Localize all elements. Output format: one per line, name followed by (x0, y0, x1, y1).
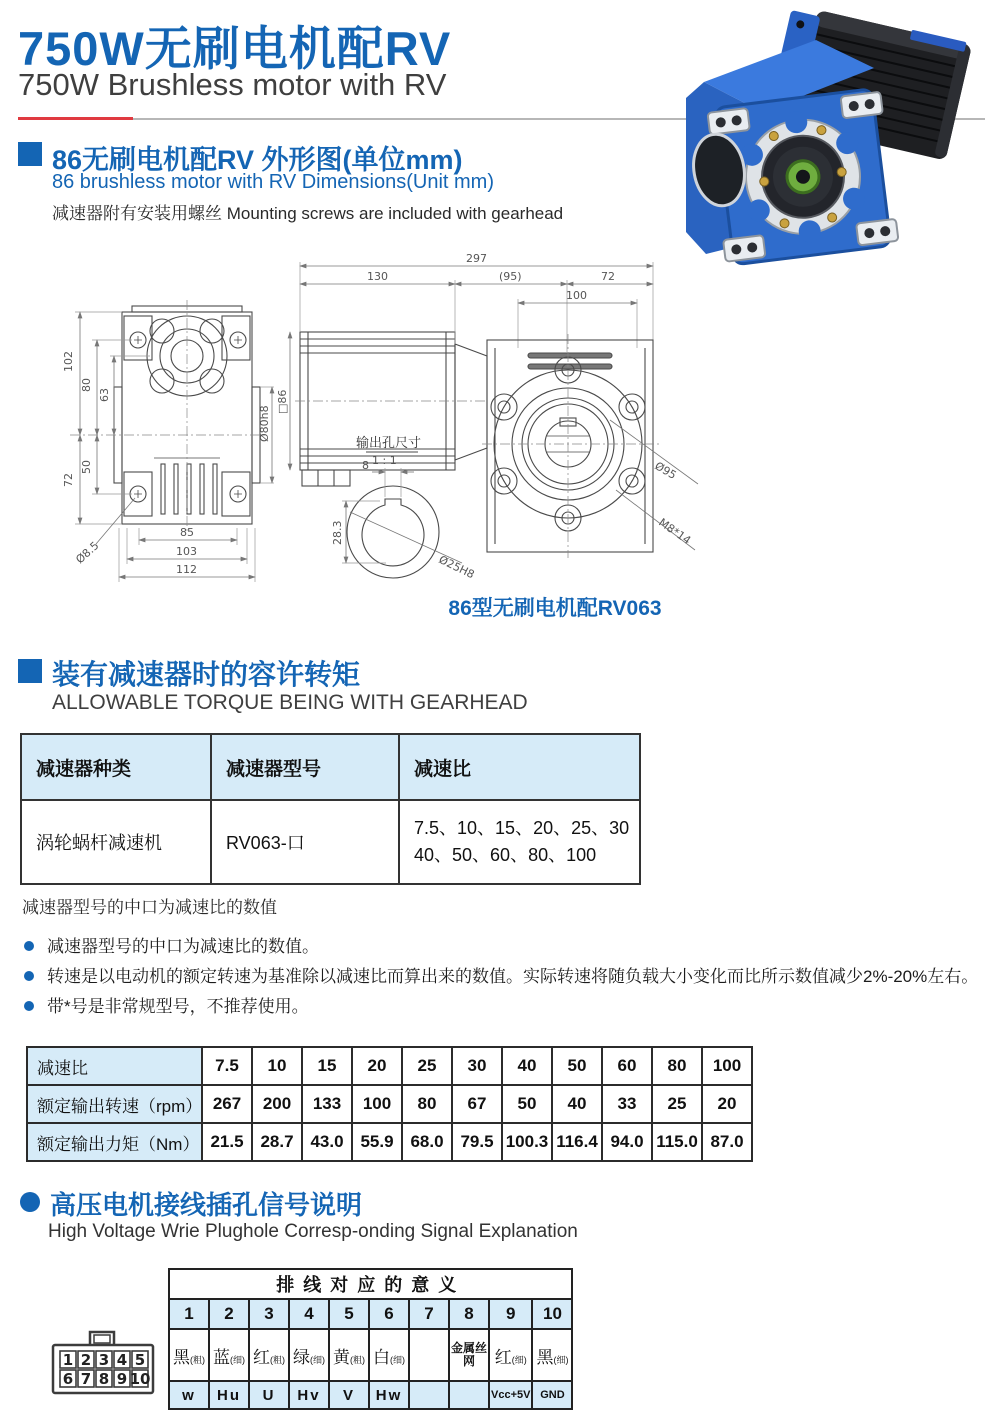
drawing-caption: 86型无刷电机配RV063 (448, 597, 662, 620)
wiring-signal-row: w Hu U Hv V Hw Vcc+5V GND (169, 1381, 572, 1409)
dim-square86: □86 (276, 389, 289, 414)
wiring-table (168, 1268, 573, 1410)
torque-col-ratio: 减速比 (399, 734, 640, 800)
wiring-title-row (169, 1269, 572, 1299)
connector-pin: 2 (80, 1351, 92, 1369)
section-torque-bullet (18, 659, 42, 683)
dim-130: 130 (367, 270, 388, 283)
gear-ratios-cell (399, 800, 640, 884)
note-text: 减速器型号的中口为减速比的数值。 (47, 937, 319, 956)
torque-table-header-row (21, 734, 640, 800)
note-text: 转速是以电动机的额定转速为基准除以减速比而算出来的数值。实际转速将随负载大小变化而比所示数值减少2%-20%左右。 (47, 967, 979, 986)
dim-80: 80 (80, 378, 93, 392)
torque-row-header: 额定输出力矩（Nm） (27, 1123, 202, 1161)
connector-pin: 1 (62, 1351, 74, 1369)
wiring-color-row: 黑(粗) 蓝(细) 红(粗) 绿(细) 黄(粗) 白(细) 金属丝网 红(细) 黑(细) (169, 1329, 572, 1381)
ratio-row-header: 减速比 (27, 1047, 202, 1085)
torque-table (20, 733, 641, 885)
connector-pin: 10 (129, 1370, 151, 1388)
bullet-dot-icon (24, 971, 34, 981)
rpm-row-header: 额定输出转速（rpm） (27, 1085, 202, 1123)
dimension-drawing (50, 252, 790, 592)
dim-95: (95) (499, 270, 522, 283)
section-dimensions-bullet (18, 142, 42, 166)
ratios-line1: 7.5、10、15、20、25、30 (414, 818, 630, 838)
dim-72: 72 (62, 473, 75, 487)
note-text: 带*号是非常规型号，不推荐使用。 (47, 997, 309, 1016)
table-note: 减速器型号的中口为减速比的数值 (22, 898, 277, 917)
header-rule-red (18, 117, 133, 120)
connector-pin: 3 (98, 1351, 110, 1369)
torque-table-row (21, 800, 640, 884)
connector-pin: 6 (62, 1370, 74, 1388)
note-item (22, 996, 982, 1017)
torque-col-type: 减速器种类 (21, 734, 211, 800)
detail-title: 输出孔尺寸 (356, 436, 422, 451)
dim-102: 102 (62, 351, 75, 372)
connector-pin: 4 (116, 1351, 128, 1369)
section-dimensions-subtitle: 86 brushless motor with RV Dimensions(Unit mm) (52, 171, 494, 193)
connector-icon (50, 1330, 156, 1396)
ratios-line2: 40、50、60、80、100 (414, 845, 597, 865)
connector-pin: 7 (80, 1370, 92, 1388)
bullet-dot-icon (24, 1001, 34, 1011)
dim-screw-m8: M8*14 (656, 515, 694, 548)
dim-72-top: 72 (601, 270, 615, 283)
dim-112: 112 (176, 563, 197, 576)
dim-103: 103 (176, 545, 197, 558)
product-photo (666, 2, 990, 272)
notes-list (22, 936, 982, 1026)
ratio-table (26, 1046, 753, 1162)
wiring-table-title: 排线对应的意义 (169, 1269, 572, 1299)
detail-scale: 1 : 1 (372, 454, 397, 467)
page-subtitle: 750W Brushless motor with RV (18, 67, 447, 102)
dim-hole: Ø8.5 (73, 539, 102, 567)
section-torque-subtitle: ALLOWABLE TORQUE BEING WITH GEARHEAD (52, 691, 528, 714)
detail-key-width: 8 (362, 459, 369, 472)
note-item (22, 966, 982, 987)
section-wiring-title: 高压电机接线插孔信号说明 (50, 1190, 363, 1220)
torque-row: 额定输出力矩（Nm） 21.5 28.7 43.0 55.9 68.0 79.5 100.3 116.4 94.0 115.0 87.0 (27, 1123, 752, 1161)
connector-pin: 5 (134, 1351, 146, 1369)
section-dimensions-title: 86无刷电机配RV 外形图(单位mm) (52, 145, 463, 175)
right-view (487, 340, 653, 552)
dim-85: 85 (180, 526, 194, 539)
mounting-screws-note: 减速器附有安装用螺丝 Mounting screws are included with gearhead (52, 204, 564, 223)
ratio-row: 减速比 7.5 10 15 20 25 30 40 50 60 80 100 (27, 1047, 752, 1085)
connector-pin: 8 (98, 1370, 110, 1388)
section-wiring-bullet (20, 1192, 40, 1212)
wiring-pin-row: 1 2 3 4 5 6 7 8 9 10 (169, 1299, 572, 1329)
torque-col-model: 减速器型号 (211, 734, 399, 800)
detail-bore: Ø25H8 (436, 553, 477, 582)
bullet-dot-icon (24, 941, 34, 951)
page-title: 750W无刷电机配RV (18, 22, 452, 75)
dim-bore: Ø80h8 (258, 405, 271, 442)
detail-height: 28.3 (331, 520, 344, 545)
section-torque-title: 装有减速器时的容许转矩 (52, 659, 361, 690)
dim-flange95: Ø95 (652, 459, 679, 482)
note-item (22, 936, 982, 957)
rpm-row: 额定输出转速（rpm） 267 200 133 100 80 67 50 40 33 25 20 (27, 1085, 752, 1123)
dim-63: 63 (98, 388, 111, 402)
dim-50: 50 (80, 460, 93, 474)
gear-model-cell: RV063-口 (211, 800, 399, 884)
gear-type-cell: 涡轮蜗杆减速机 (21, 800, 211, 884)
dim-297: 297 (466, 252, 487, 265)
connector-pin: 9 (116, 1370, 128, 1388)
section-wiring-subtitle: High Voltage Wrie Plughole Corresp-onding Signal Explanation (48, 1221, 578, 1242)
dim-100: 100 (566, 289, 587, 302)
